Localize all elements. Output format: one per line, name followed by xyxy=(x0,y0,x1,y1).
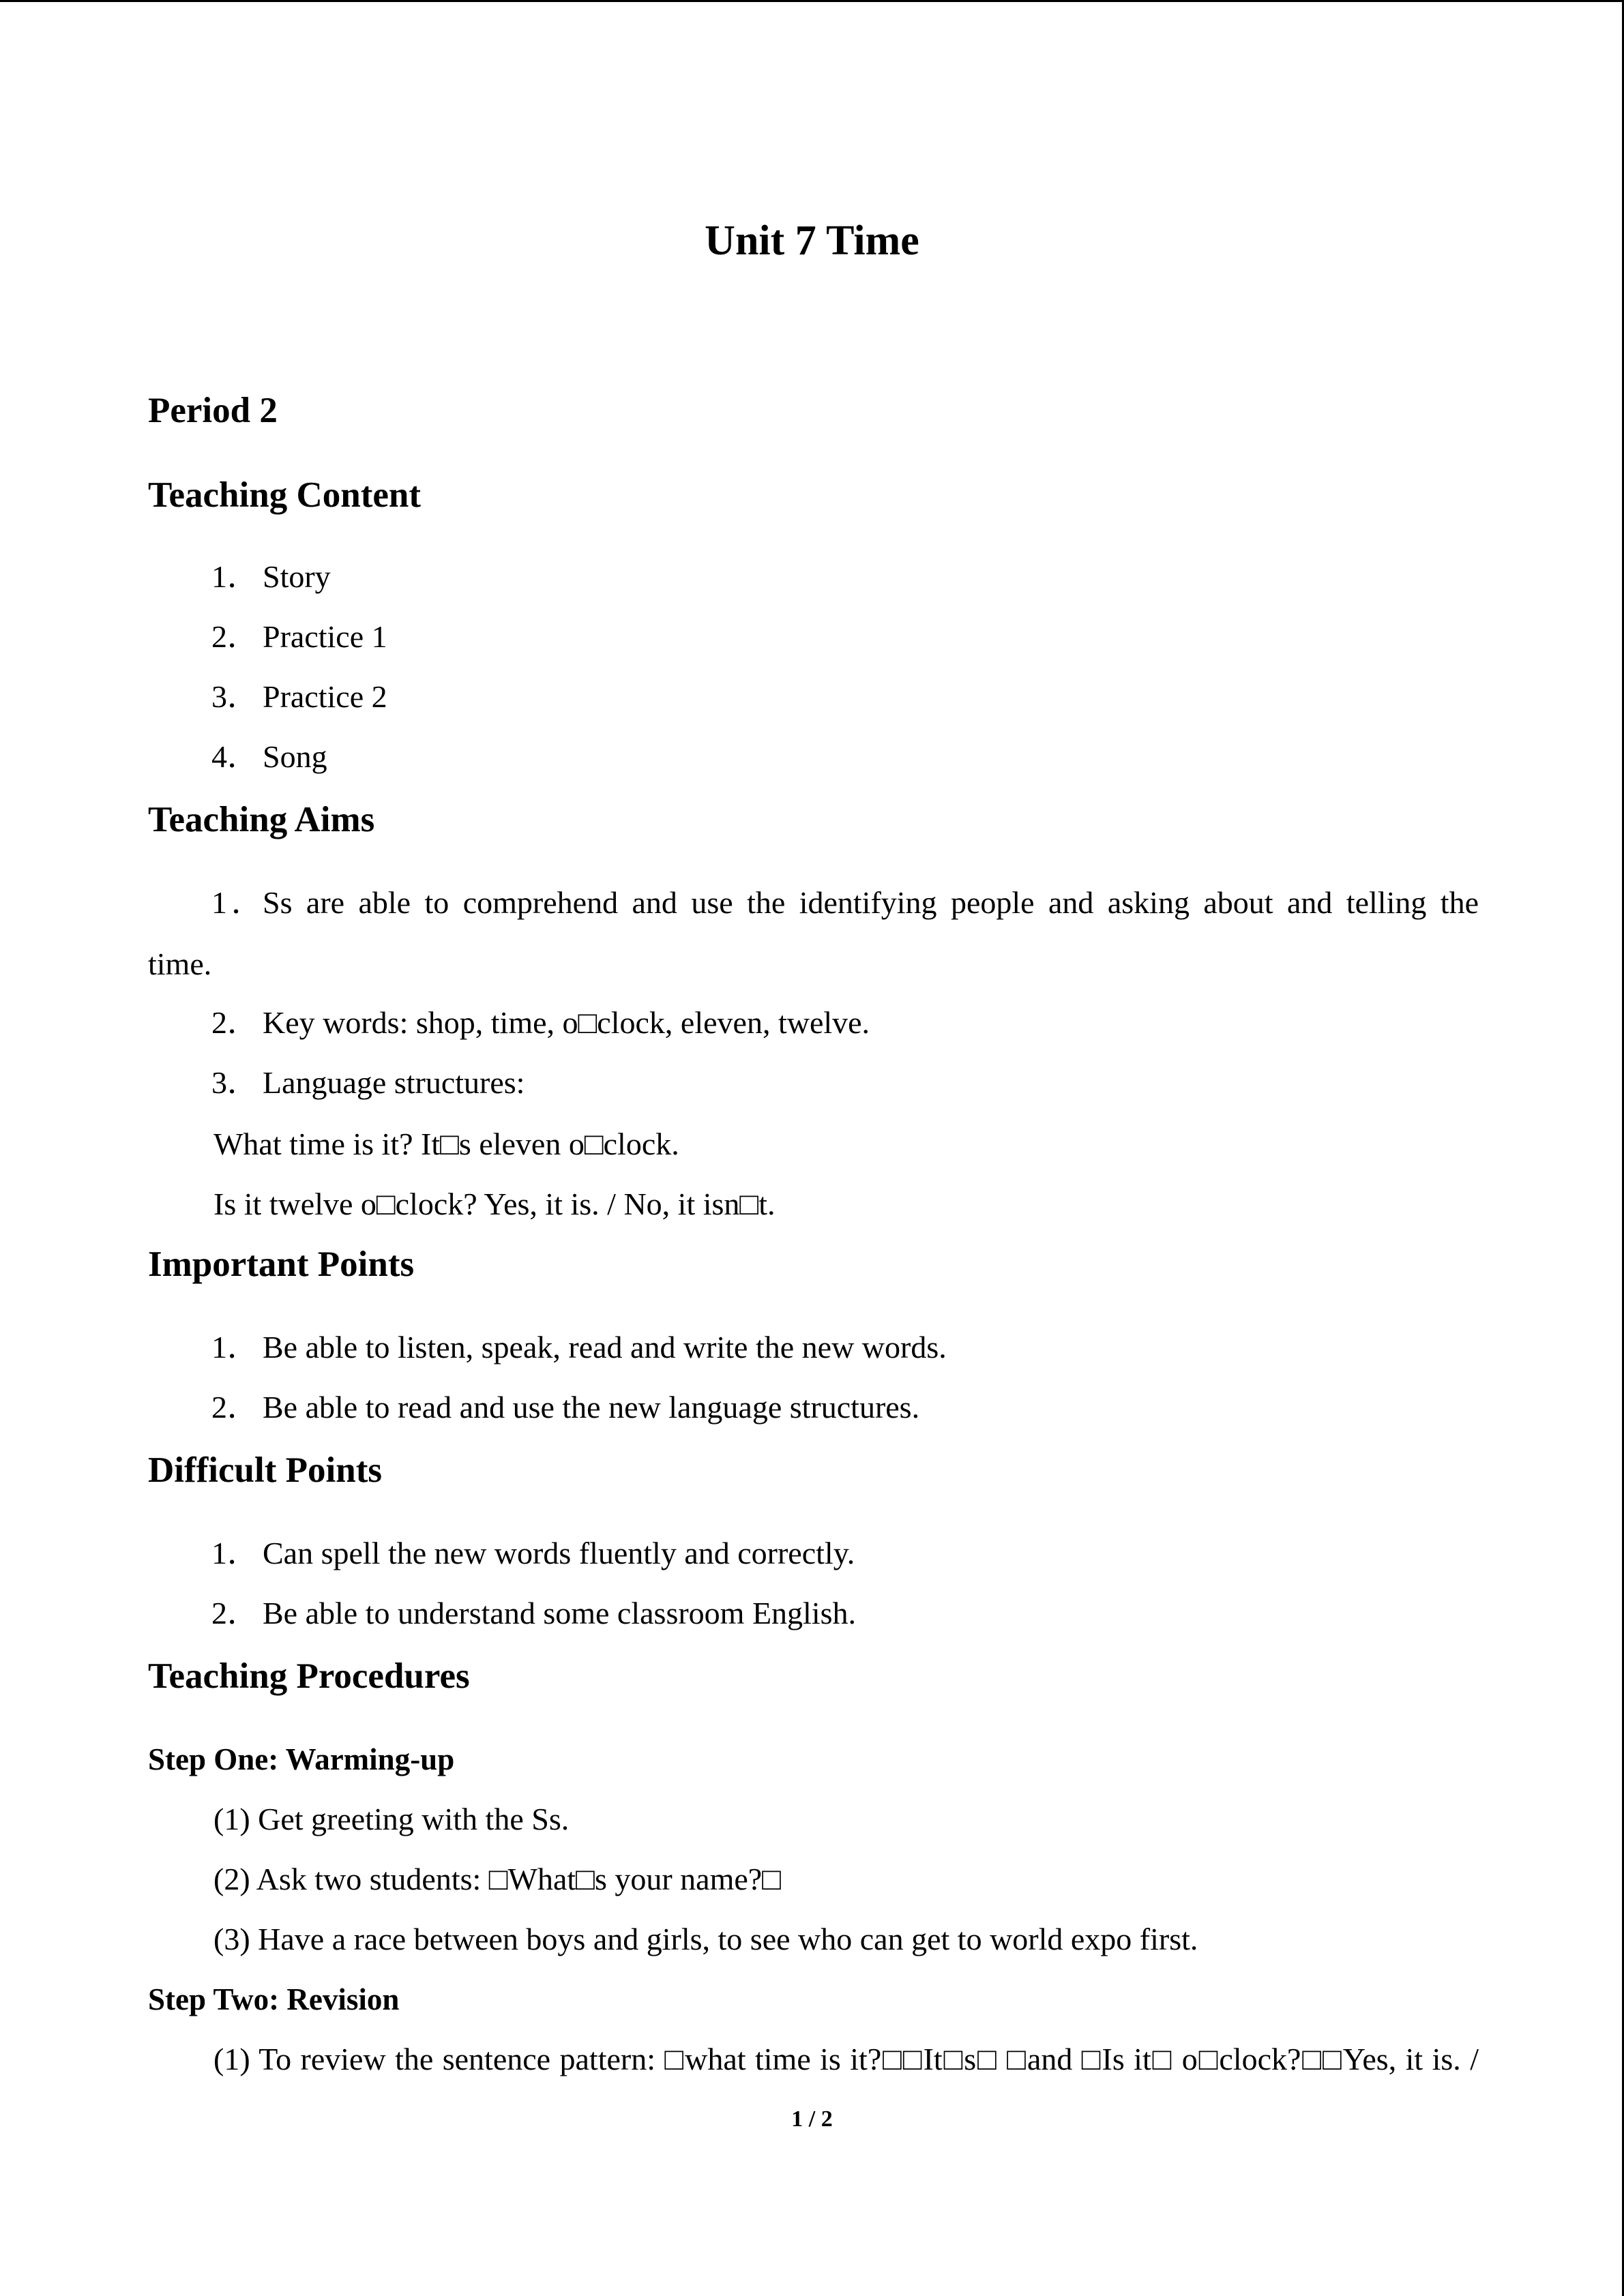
page-border-top xyxy=(0,0,1624,2)
aims-item-1-continuation: time. xyxy=(148,946,212,981)
list-number: 3． xyxy=(211,1065,259,1100)
list-text: Be able to read and use the new language structures. xyxy=(263,1390,920,1425)
step-two-line: (1) To review the sentence pattern: □what time is it?□□It□s□ □and □Is it□ o□clock?□□Yes, it is. / xyxy=(213,2042,1479,2076)
list-item xyxy=(211,1534,855,1572)
list-text: Practice 2 xyxy=(263,679,387,714)
structure-line-2: Is it twelve o□clock? Yes, it is. / No, it isn□t. xyxy=(213,1187,776,1221)
aims-item-2 xyxy=(211,1004,870,1042)
aims-item-1 xyxy=(211,884,1479,922)
list-number: 2． xyxy=(211,1390,259,1425)
list-item xyxy=(211,1388,919,1427)
step-one-heading: Step One: Warming-up xyxy=(148,1742,455,1776)
list-text: Be able to listen, speak, read and write the new words. xyxy=(263,1330,947,1365)
page-number: 1 / 2 xyxy=(791,2106,833,2132)
list-item xyxy=(211,558,331,596)
list-text: Practice 1 xyxy=(263,619,387,654)
list-text: Key words: shop, time, o□clock, eleven, twelve. xyxy=(263,1005,870,1040)
list-text: Can spell the new words fluently and correctly. xyxy=(263,1536,855,1570)
step-one-line: (3) Have a race between boys and girls, to see who can get to world expo first. xyxy=(213,1922,1198,1956)
teaching-aims-heading: Teaching Aims xyxy=(148,800,375,839)
step-one-line: (1) Get greeting with the Ss. xyxy=(213,1802,570,1836)
aims-item-3 xyxy=(211,1064,525,1102)
teaching-procedures-heading: Teaching Procedures xyxy=(148,1656,470,1696)
structure-line-1: What time is it? It□s eleven o□clock. xyxy=(213,1127,679,1161)
step-two-heading: Step Two: Revision xyxy=(148,1982,400,2016)
list-number: 1． xyxy=(211,1536,259,1570)
document-title: Unit 7 Time xyxy=(705,218,919,264)
difficult-points-heading: Difficult Points xyxy=(148,1450,382,1490)
list-number: 2． xyxy=(211,1005,259,1040)
list-number: 4． xyxy=(211,739,259,774)
list-text: Story xyxy=(263,559,331,594)
list-number: 2． xyxy=(211,1596,259,1630)
list-number: 1． xyxy=(211,1330,259,1365)
teaching-content-heading: Teaching Content xyxy=(148,475,422,515)
list-item xyxy=(211,678,387,716)
period-heading: Period 2 xyxy=(148,391,278,430)
list-text: Ss are able to comprehend and use the identifying people and asking about and telling the xyxy=(263,885,1479,920)
list-item xyxy=(211,1594,856,1632)
important-points-heading: Important Points xyxy=(148,1244,415,1284)
list-number: 1． xyxy=(211,559,259,594)
list-item xyxy=(211,738,327,776)
step-one-line: (2) Ask two students: □What□s your name?□ xyxy=(213,1862,781,1896)
list-item xyxy=(211,1328,947,1367)
list-number: 1． xyxy=(211,885,263,920)
list-text: Song xyxy=(263,739,327,774)
list-number: 2． xyxy=(211,619,259,654)
list-text: Be able to understand some classroom English. xyxy=(263,1596,857,1630)
list-number: 3． xyxy=(211,679,259,714)
list-item xyxy=(211,618,387,656)
list-text: Language structures: xyxy=(263,1065,525,1100)
